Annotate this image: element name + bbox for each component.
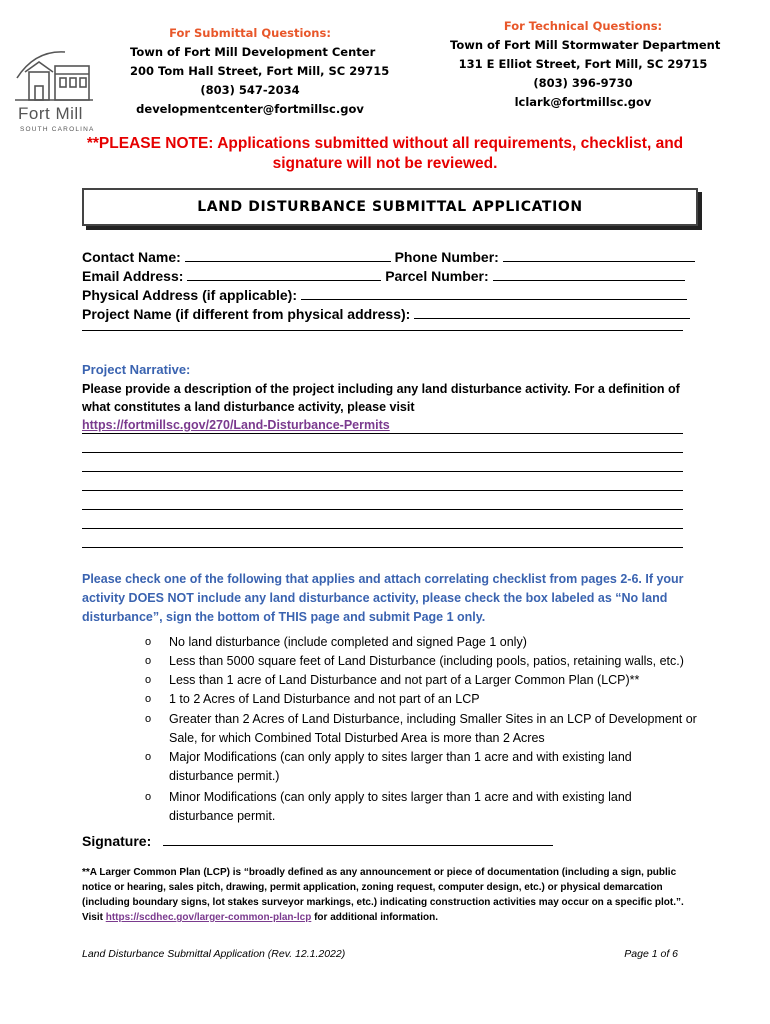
narrative-line[interactable] xyxy=(82,452,683,453)
project-name-label: Project Name (if different from physical address): xyxy=(82,306,411,322)
narrative-line[interactable] xyxy=(82,528,683,529)
email-address-field[interactable] xyxy=(187,268,381,281)
parcel-number-field[interactable] xyxy=(493,268,685,281)
checkbox-bullet[interactable]: o xyxy=(145,693,152,705)
technical-contact-block xyxy=(450,17,721,112)
option-label: Less than 1 acre of Land Disturbance and not part of a Larger Common Plan (LCP)** xyxy=(169,673,640,687)
checkbox-bullet[interactable]: o xyxy=(145,674,152,686)
email-address-label: Email Address: xyxy=(82,268,184,284)
form-title-box xyxy=(82,188,698,226)
lcp-footnote xyxy=(82,865,692,925)
form-title: LAND DISTURBANCE SUBMITTAL APPLICATION xyxy=(197,199,583,215)
checklist-instructions: Please check one of the following that applies and attach correlating checklist from pages 2-6. If your activity DOES NOT include any land disturbance activity, please check the box labeled as “No land disturbance”, sign the bottom of THIS page and submit Page 1 only. xyxy=(82,572,684,624)
narrative-line[interactable] xyxy=(82,509,683,510)
narrative-line[interactable] xyxy=(82,433,683,434)
submittal-address: 200 Tom Hall Street, Fort Mill, SC 29715 xyxy=(130,64,390,78)
submittal-contact-block xyxy=(130,24,390,119)
footnote-text: **A Larger Common Plan (LCP) is “broadly defined as any announcement or piece of documentation (including a sign, public notice or hearing, sales pitch, drawing, permit application, zoning request, computer design, etc.) or physical demarcation (including boundary signs, lot stakes surveyor markings, etc.) indicating construction activities may occur on a specific plot.”. xyxy=(82,867,684,908)
contact-name-label: Contact Name: xyxy=(82,249,181,265)
technical-header: For Technical Questions: xyxy=(503,19,663,33)
physical-address-row xyxy=(82,287,687,303)
submittal-phone: (803) 547-2034 xyxy=(200,83,300,97)
footer-page-number: Page 1 of 6 xyxy=(624,948,678,960)
contact-row xyxy=(82,249,695,265)
logo-state: SOUTH CAROLINA xyxy=(20,126,95,133)
option-label: Less than 5000 square feet of Land Disturbance (including pools, patios, retaining walls, etc.) xyxy=(169,654,684,668)
physical-address-label: Physical Address (if applicable): xyxy=(82,287,297,303)
physical-address-field[interactable] xyxy=(301,287,687,300)
email-row xyxy=(82,268,685,284)
technical-address: 131 E Elliot Street, Fort Mill, SC 29715 xyxy=(458,57,708,71)
narrative-title: Project Narrative: xyxy=(82,362,191,377)
signature-field[interactable] xyxy=(163,833,553,846)
signature-label: Signature: xyxy=(82,833,152,849)
narrative-line[interactable] xyxy=(82,471,683,472)
checkbox-bullet[interactable]: o xyxy=(145,751,152,763)
town-buildings-icon xyxy=(15,48,95,104)
technical-email[interactable]: lclark@fortmillsc.gov xyxy=(514,95,652,109)
phone-number-field[interactable] xyxy=(503,249,695,262)
checkbox-bullet[interactable]: o xyxy=(145,713,152,725)
narrative-line[interactable] xyxy=(82,547,683,548)
logo-name: Fort Mill xyxy=(18,104,83,123)
signature-row xyxy=(82,833,553,849)
narrative-line[interactable] xyxy=(82,490,683,491)
option-label: Greater than 2 Acres of Land Disturbance, including Smaller Sites in an LCP of Development or Sale, for which Combined Total Disturbed Area is more than 2 Acres xyxy=(169,712,697,745)
checkbox-bullet[interactable]: o xyxy=(145,791,152,803)
phone-number-label: Phone Number: xyxy=(394,249,499,265)
technical-phone: (803) 396-9730 xyxy=(533,76,633,90)
footer-doc-title: Land Disturbance Submittal Application (Rev. 12.1.2022) xyxy=(82,948,346,960)
technical-org: Town of Fort Mill Stormwater Department xyxy=(450,38,721,52)
submittal-org: Town of Fort Mill Development Center xyxy=(130,45,376,59)
project-name-row xyxy=(82,306,690,322)
submission-note: **PLEASE NOTE: Applications submitted without all requirements, checklist, and signature will not be reviewed. xyxy=(86,135,684,172)
project-name-continuation-line[interactable] xyxy=(82,330,683,331)
option-label: No land disturbance (include completed and signed Page 1 only) xyxy=(169,635,527,649)
parcel-number-label: Parcel Number: xyxy=(385,268,489,284)
land-disturbance-permits-link[interactable]: https://fortmillsc.gov/270/Land-Disturbance-Permits xyxy=(82,418,390,432)
contact-name-field[interactable] xyxy=(185,249,391,262)
submittal-email[interactable]: developmentcenter@fortmillsc.gov xyxy=(136,102,364,116)
checkbox-bullet[interactable]: o xyxy=(145,636,152,648)
footnote-visit: Visit xyxy=(82,912,103,923)
narrative-instructions xyxy=(82,380,692,434)
narrative-text: Please provide a description of the project including any land disturbance activity. For a definition of what constitutes a land disturbance activity, please visit xyxy=(82,382,680,414)
option-label: Minor Modifications (can only apply to sites larger than 1 acre and with existing land disturbance permit. xyxy=(169,790,632,823)
option-label: 1 to 2 Acres of Land Disturbance and not part of an LCP xyxy=(169,692,480,706)
lcp-link[interactable]: https://scdhec.gov/larger-common-plan-lcp xyxy=(105,912,312,923)
submittal-header: For Submittal Questions: xyxy=(169,26,331,40)
footnote-tail: for additional information. xyxy=(314,912,438,923)
project-name-field[interactable] xyxy=(414,306,690,319)
option-label: Major Modifications (can only apply to sites larger than 1 acre and with existing land disturbance permit.) xyxy=(169,750,632,783)
checkbox-bullet[interactable]: o xyxy=(145,655,152,667)
